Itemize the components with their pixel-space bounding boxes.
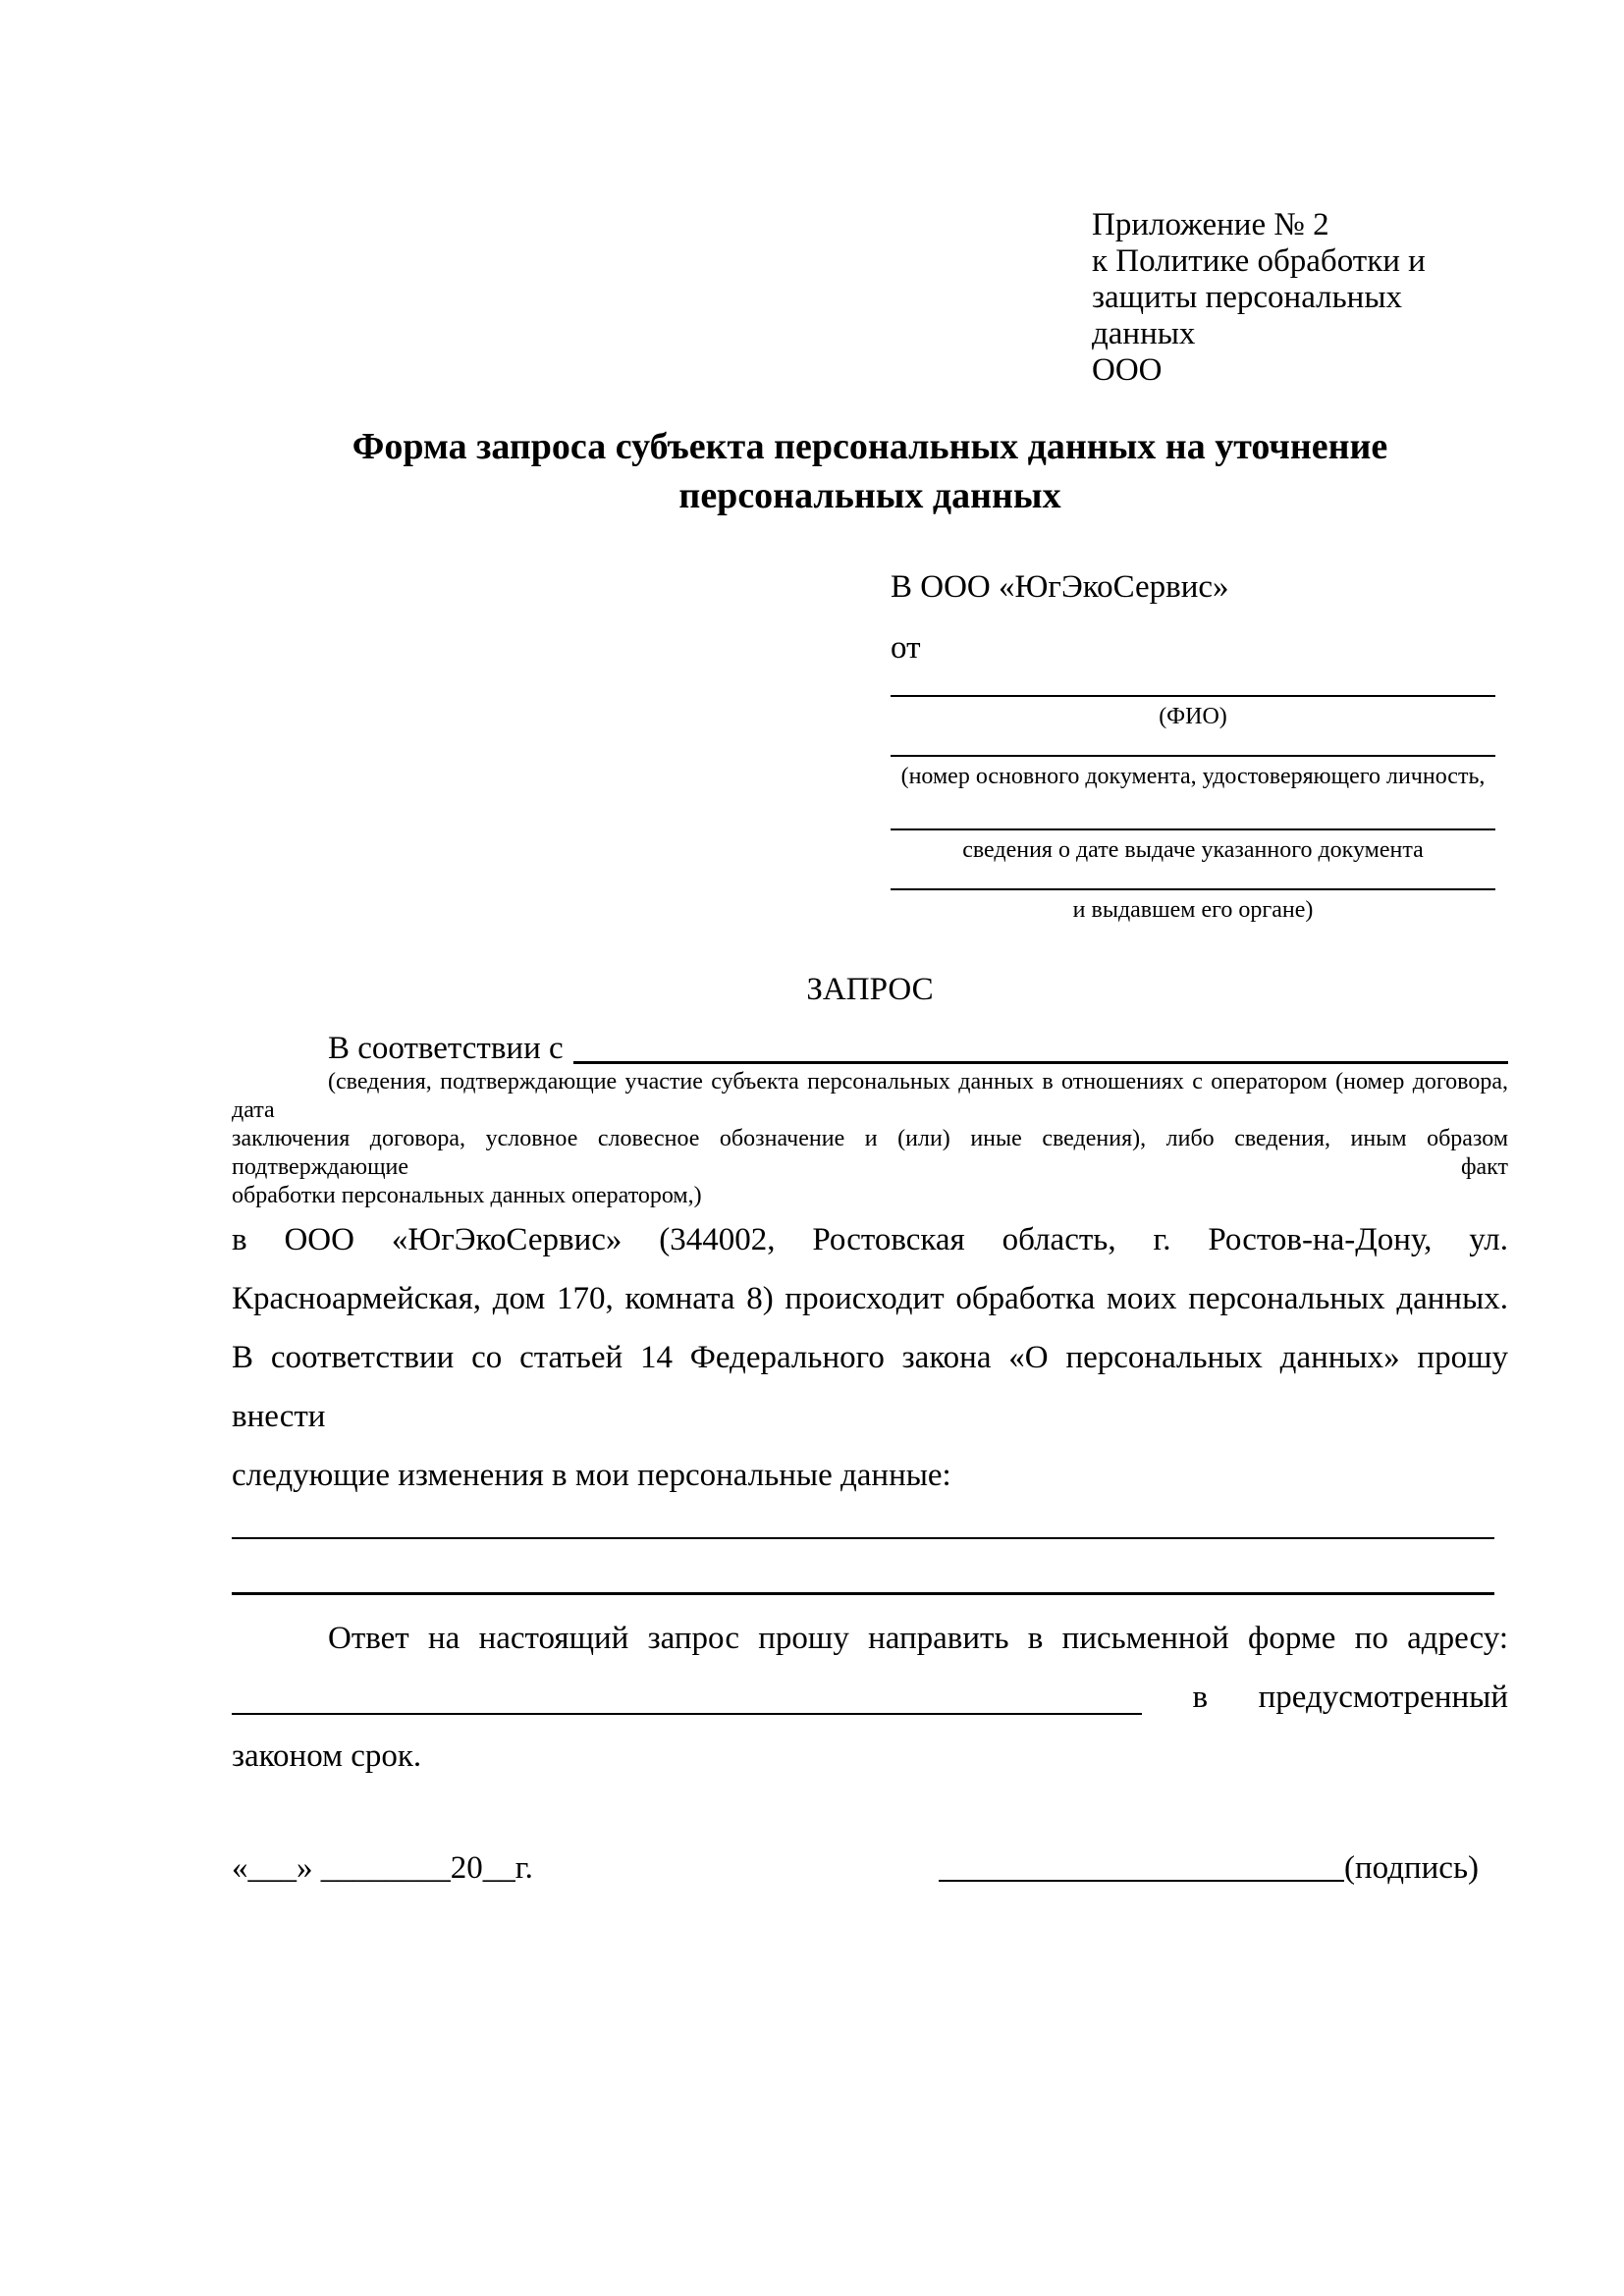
document-number-caption: (номер основного документа, удостоверяющего личность,: [900, 764, 1486, 789]
request-heading: ЗАПРОС: [806, 972, 934, 1007]
document-title: Форма запроса субъекта персональных данных на уточнение персональных данных: [352, 426, 1388, 516]
accordance-note-line: (сведения, подтверждающие участие субъекта персональных данных в отношениях с оператором (номер договора, дата: [232, 1069, 1508, 1123]
recipient-block: [891, 557, 1495, 924]
address-row: [232, 1668, 1508, 1727]
body-line: Красноармейская, дом 170, комната 8) происходит обработка моих персональных данных.: [232, 1281, 1508, 1316]
reply-word-period: предусмотренный: [1258, 1680, 1508, 1715]
appendix-line: к Политике обработки и: [1092, 243, 1426, 279]
accordance-note: [232, 1068, 1508, 1210]
accordance-blank-line: [573, 1029, 1508, 1064]
fio-blank-line: [891, 678, 1495, 697]
reply-word-in: в: [1192, 1680, 1209, 1715]
accordance-row: [232, 1029, 1508, 1068]
changes-blank-line-1: [232, 1537, 1494, 1539]
appendix-line: Приложение № 2: [1092, 207, 1329, 242]
issuing-authority-caption: и выдавшем его органе): [1072, 897, 1314, 923]
body-line: в ООО «ЮгЭкоСервис» (344002, Ростовская область, г. Ростов-на-Дону, ул.: [232, 1222, 1508, 1257]
signature-blank-line: [939, 1848, 1344, 1882]
document-number-blank-line: [891, 730, 1495, 757]
date-signature-row: [232, 1848, 1508, 1888]
from-label: от: [891, 630, 921, 666]
date-fill-in: «___» ________20__г.: [232, 1850, 533, 1886]
signature-group: [939, 1848, 1479, 1888]
body-line: следующие изменения в мои персональные данные:: [232, 1458, 951, 1493]
recipient-organization: В ООО «ЮгЭкоСервис»: [891, 569, 1229, 605]
accordance-note-line: обработки персональных данных оператором,): [232, 1183, 702, 1208]
appendix-line: ООО: [1092, 352, 1163, 388]
appendix-block: [1092, 0, 1508, 389]
reply-closing: законом срок.: [232, 1738, 422, 1774]
reply-request-line: Ответ на настоящий запрос прошу направить в письменной форме по адресу:: [328, 1621, 1508, 1656]
fio-caption: (ФИО): [1159, 704, 1227, 729]
accordance-note-line: заключения договора, условное словесное обозначение и (или) иные сведения), либо сведения, иным образом подтверждающие факт: [232, 1126, 1508, 1180]
issuing-authority-blank-line: [891, 864, 1495, 890]
appendix-line: защиты персональных данных: [1092, 280, 1402, 351]
body-paragraph: [232, 1210, 1508, 1505]
address-blank-line: [232, 1668, 1142, 1715]
issue-date-blank-line: [891, 790, 1495, 830]
body-line: В соответствии со статьей 14 Федерального закона «О персональных данных» прошу внести: [232, 1340, 1508, 1434]
changes-blank-line-2: [232, 1592, 1494, 1595]
accordance-lead-text: В соответствии с: [328, 1031, 564, 1066]
issue-date-caption: сведения о дате выдаче указанного документа: [962, 837, 1424, 863]
signature-caption: (подпись): [1344, 1850, 1479, 1886]
